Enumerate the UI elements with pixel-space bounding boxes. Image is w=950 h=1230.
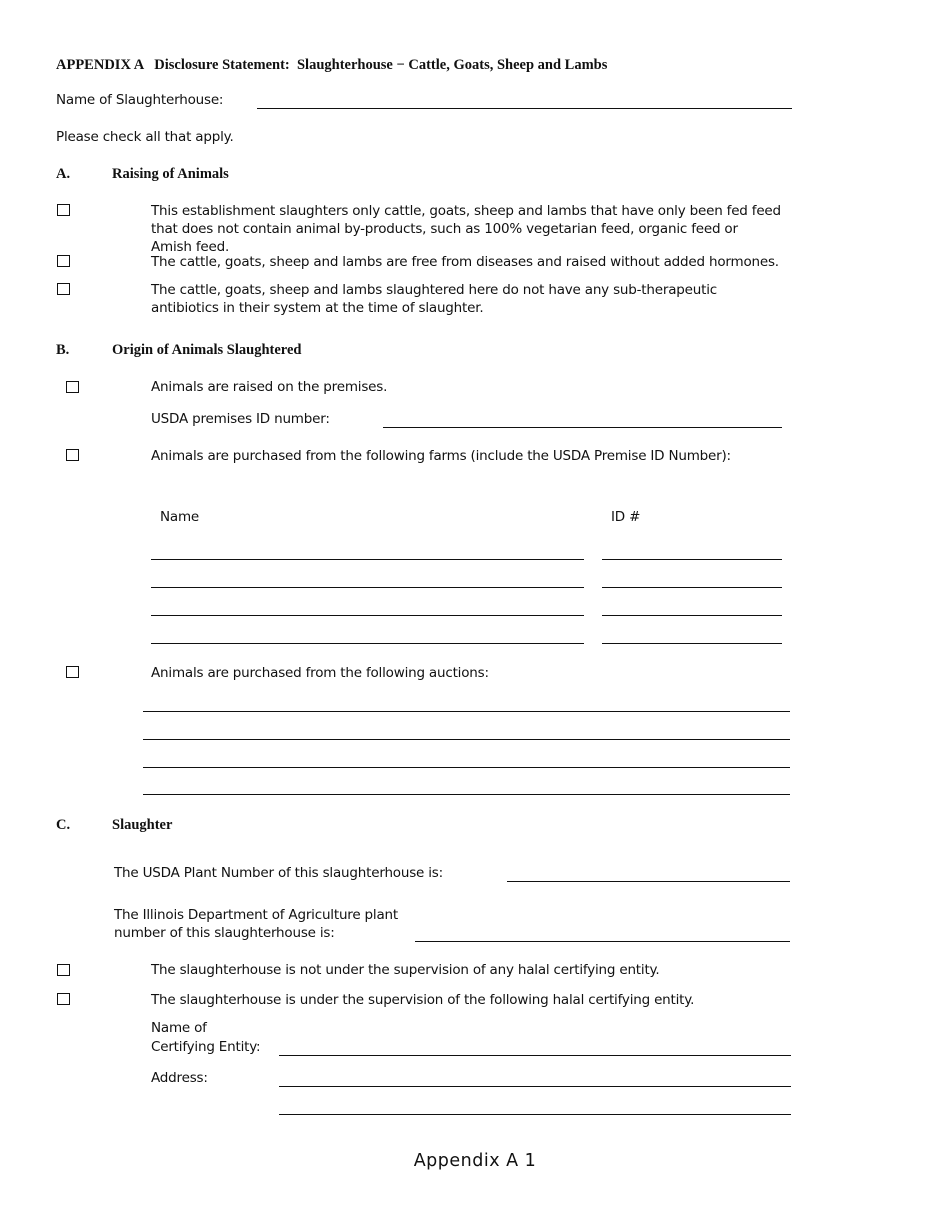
not-halal-label: The slaughterhouse is not under the supervision of any halal certifying entity. [151,962,660,978]
premises-id-field[interactable] [383,427,782,428]
certifying-entity-label-line1: Name of [151,1020,207,1036]
illinois-plant-number-field[interactable] [415,941,790,942]
section-c-heading: Slaughter [112,817,173,833]
section-a-heading: Raising of Animals [112,166,229,182]
usda-plant-number-field[interactable] [507,881,790,882]
illinois-plant-label-line2: number of this slaughterhouse is: [114,925,335,941]
farm-id-field[interactable] [602,615,782,616]
raised-on-premises-label: Animals are raised on the premises. [151,379,388,395]
section-b-letter: B. [56,342,70,358]
checkbox-disease-free[interactable] [57,255,70,267]
slaughterhouse-name-field[interactable] [257,108,792,109]
slaughterhouse-name-label: Name of Slaughterhouse: [56,92,224,108]
item-no-antibiotics: The cattle, goats, sheep and lambs slaughtered here do not have any sub-therapeutic antibiotics in their system at the time of slaughter. [151,282,717,316]
section-b-heading: Origin of Animals Slaughtered [112,342,302,358]
section-a-letter: A. [56,166,71,182]
checkbox-not-halal[interactable] [57,964,70,976]
farm-id-field[interactable] [602,587,782,588]
auction-field[interactable] [143,711,790,712]
address-field[interactable] [279,1114,791,1115]
checkbox-purchased-farms[interactable] [66,449,79,461]
purchased-farms-label: Animals are purchased from the following farms (include the USDA Premise ID Number): [151,448,731,464]
address-field[interactable] [279,1086,791,1087]
instruction-text: Please check all that apply. [56,129,234,145]
section-c-letter: C. [56,817,71,833]
checkbox-purchased-auctions[interactable] [66,666,79,678]
page-title: APPENDIX A Disclosure Statement: Slaughterhouse − Cattle, Goats, Sheep and Lambs [56,57,608,73]
checkbox-vegetarian-feed[interactable] [57,204,70,216]
farm-name-field[interactable] [151,559,584,560]
checkbox-no-antibiotics[interactable] [57,283,70,295]
checkbox-raised-on-premises[interactable] [66,381,79,393]
auction-field[interactable] [143,739,790,740]
farm-id-field[interactable] [602,643,782,644]
purchased-auctions-label: Animals are purchased from the following auctions: [151,665,489,681]
farm-id-field[interactable] [602,559,782,560]
auction-field[interactable] [143,794,790,795]
auction-field[interactable] [143,767,790,768]
address-label: Address: [151,1070,208,1086]
certifying-entity-label-line2: Certifying Entity: [151,1039,261,1055]
premises-id-label: USDA premises ID number: [151,411,330,427]
item-disease-free: The cattle, goats, sheep and lambs are free from diseases and raised without added hormones. [151,254,779,270]
certifying-entity-field[interactable] [279,1055,791,1056]
farm-name-column-header: Name [160,509,200,525]
farm-name-field[interactable] [151,643,584,644]
farm-id-column-header: ID # [611,509,641,525]
item-vegetarian-feed: This establishment slaughters only cattle, goats, sheep and lambs that have only been fed feed that does not contain animal by-products, such as 100% vegetarian feed, organic feed or Amish feed. [151,203,781,255]
halal-label: The slaughterhouse is under the supervision of the following halal certifying entity. [151,992,695,1008]
farm-name-field[interactable] [151,615,584,616]
illinois-plant-label-line1: The Illinois Department of Agriculture plant [114,907,398,923]
farm-name-field[interactable] [151,587,584,588]
usda-plant-number-label: The USDA Plant Number of this slaughterhouse is: [114,865,443,881]
checkbox-halal[interactable] [57,993,70,1005]
page-footer: Appendix A 1 [413,1151,537,1171]
